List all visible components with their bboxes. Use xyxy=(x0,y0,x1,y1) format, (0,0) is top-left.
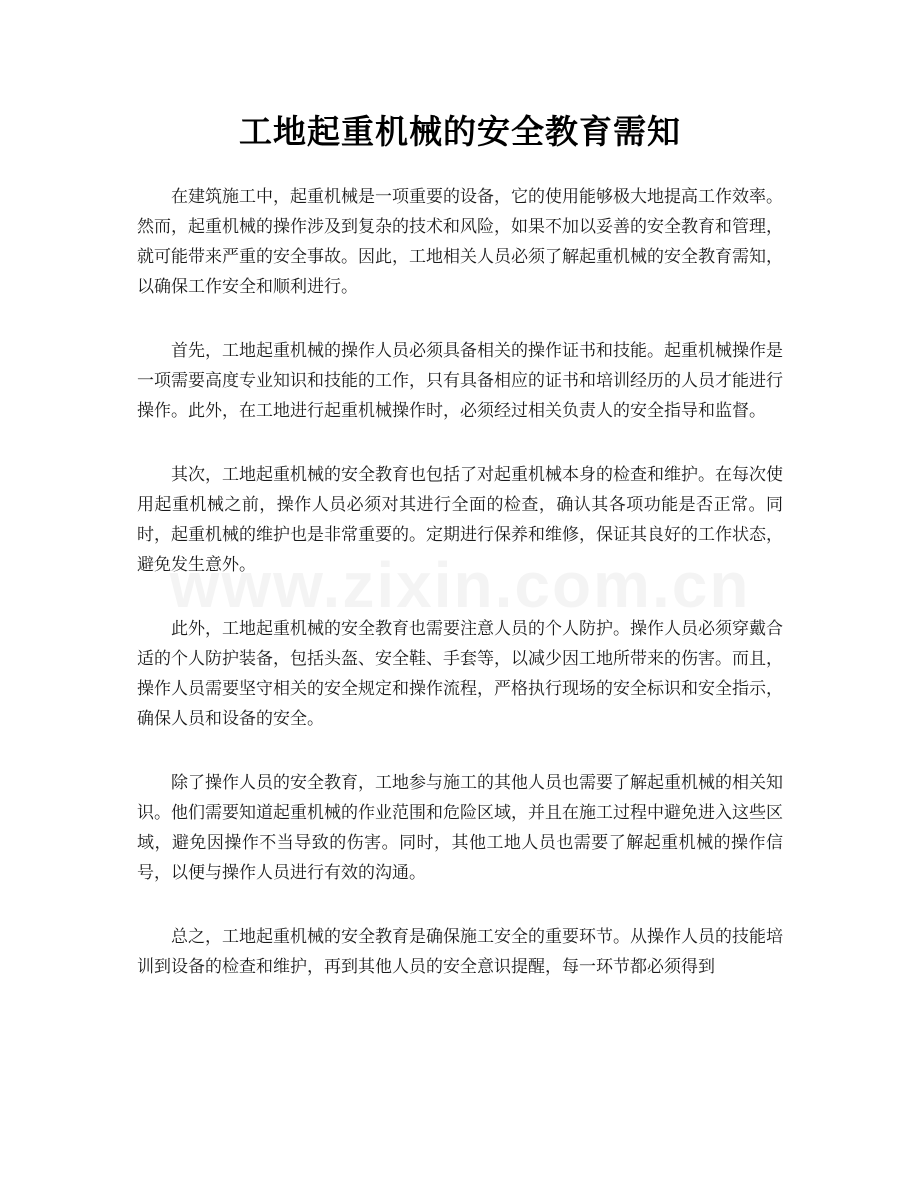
document-body xyxy=(137,182,783,1016)
paragraph-1: 在建筑施工中，起重机械是一项重要的设备，它的使用能够极大地提高工作效率。然而，起重机械的操作涉及到复杂的技术和风险，如果不加以妥善的安全教育和管理，就可能带来严重的安全事故。因此，工地相关人员必须了解起重机械的安全教育需知，以确保工作安全和顺利进行。 xyxy=(137,187,783,297)
paragraph-3: 其次，工地起重机械的安全教育也包括了对起重机械本身的检查和维护。在每次使用起重机械之前，操作人员必须对其进行全面的检查，确认其各项功能是否正常。同时，起重机械的维护也是非常重要的。定期进行保养和维修，保证其良好的工作状态，避免发生意外。 xyxy=(137,465,783,575)
paragraph-4: 此外，工地起重机械的安全教育也需要注意人员的个人防护。操作人员必须穿戴合适的个人防护装备，包括头盔、安全鞋、手套等，以减少因工地所带来的伤害。而且，操作人员需要坚守相关的安全规定和操作流程，严格执行现场的安全标识和安全指示，确保人员和设备的安全。 xyxy=(137,619,783,729)
paragraph-6: 总之，工地起重机械的安全教育是确保施工安全的重要环节。从操作人员的技能培训到设备的检查和维护，再到其他人员的安全意识提醒，每一环节都必须得到 xyxy=(137,927,783,977)
paragraph-2: 首先，工地起重机械的操作人员必须具备相关的操作证书和技能。起重机械操作是一项需要高度专业知识和技能的工作，只有具备相应的证书和培训经历的人员才能进行操作。此外，在工地进行起重机械操作时，必须经过相关负责人的安全指导和监督。 xyxy=(137,341,783,421)
document-title: 工地起重机械的安全教育需知 xyxy=(239,112,681,151)
paragraph-5: 除了操作人员的安全教育，工地参与施工的其他人员也需要了解起重机械的相关知识。他们需要知道起重机械的作业范围和危险区域，并且在施工过程中避免进入这些区域，避免因操作不当导致的伤害。同时，其他工地人员也需要了解起重机械的操作信号，以便与操作人员进行有效的沟通。 xyxy=(137,773,783,883)
